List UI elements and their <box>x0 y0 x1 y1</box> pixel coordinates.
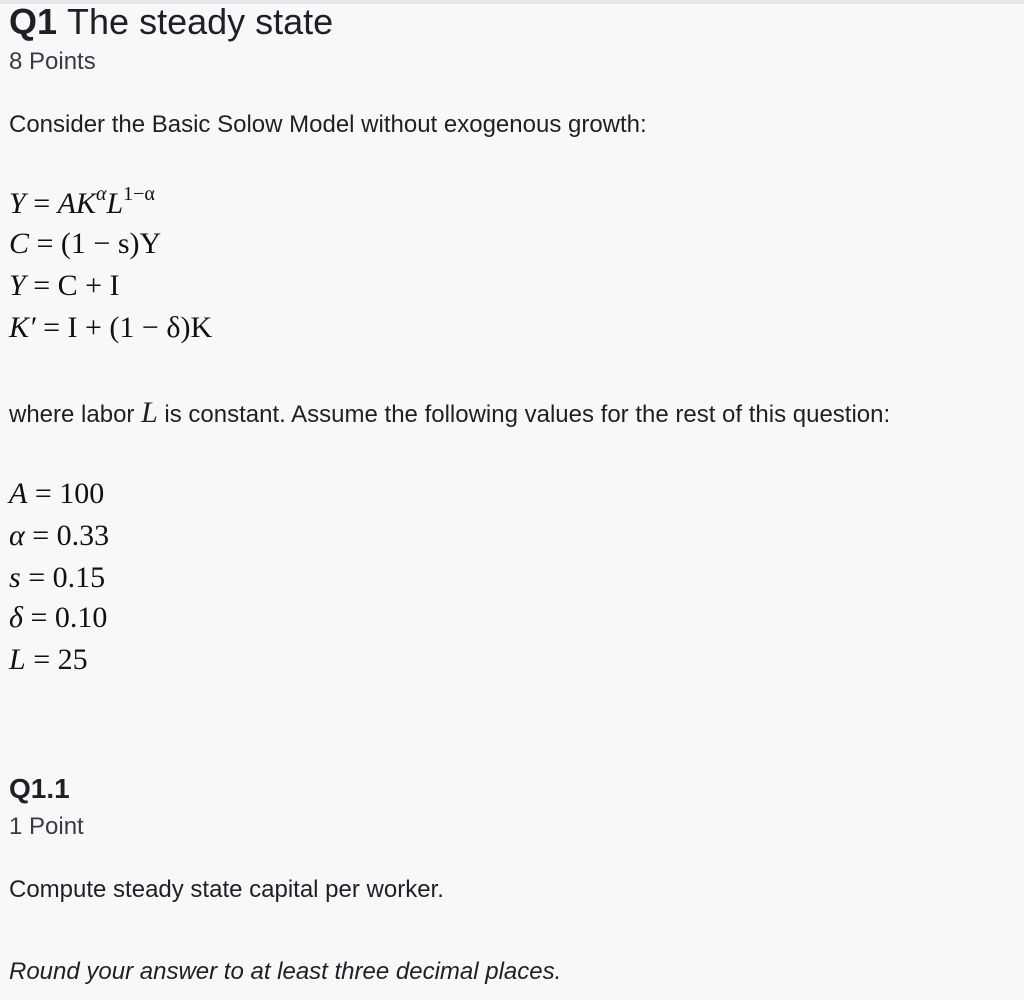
question-intro: Consider the Basic Solow Model without exogenous growth: <box>9 111 647 138</box>
question-title <box>9 2 333 42</box>
equation-consumption: C = (1 − s)Y <box>9 227 162 260</box>
subquestion-number: Q1.1 <box>9 773 70 804</box>
subquestion-prompt: Compute steady state capital per worker. <box>9 876 444 903</box>
param-alpha: α = 0.33 <box>9 519 110 552</box>
param-s: s = 0.15 <box>9 561 106 594</box>
question-title-text: The steady state <box>67 1 334 42</box>
param-A: A = 100 <box>9 477 105 510</box>
equation-production: $Y = AK^\alpha L^{1-\alpha}$ <box>9 183 155 220</box>
where-text: where labor L is constant. Assume the following values for the rest of this question: <box>9 396 891 429</box>
equation-capital: K′ = I + (1 − δ)K <box>9 311 213 344</box>
subquestion-points: 1 Point <box>9 813 84 840</box>
equation-resource: Y = C + I <box>9 269 120 302</box>
param-delta: δ = 0.10 <box>9 601 108 634</box>
question-points: 8 Points <box>9 48 96 75</box>
subquestion-instruction: Round your answer to at least three decimal places. <box>9 958 562 985</box>
question-number: Q1 <box>9 1 58 42</box>
param-L: L = 25 <box>9 643 88 676</box>
